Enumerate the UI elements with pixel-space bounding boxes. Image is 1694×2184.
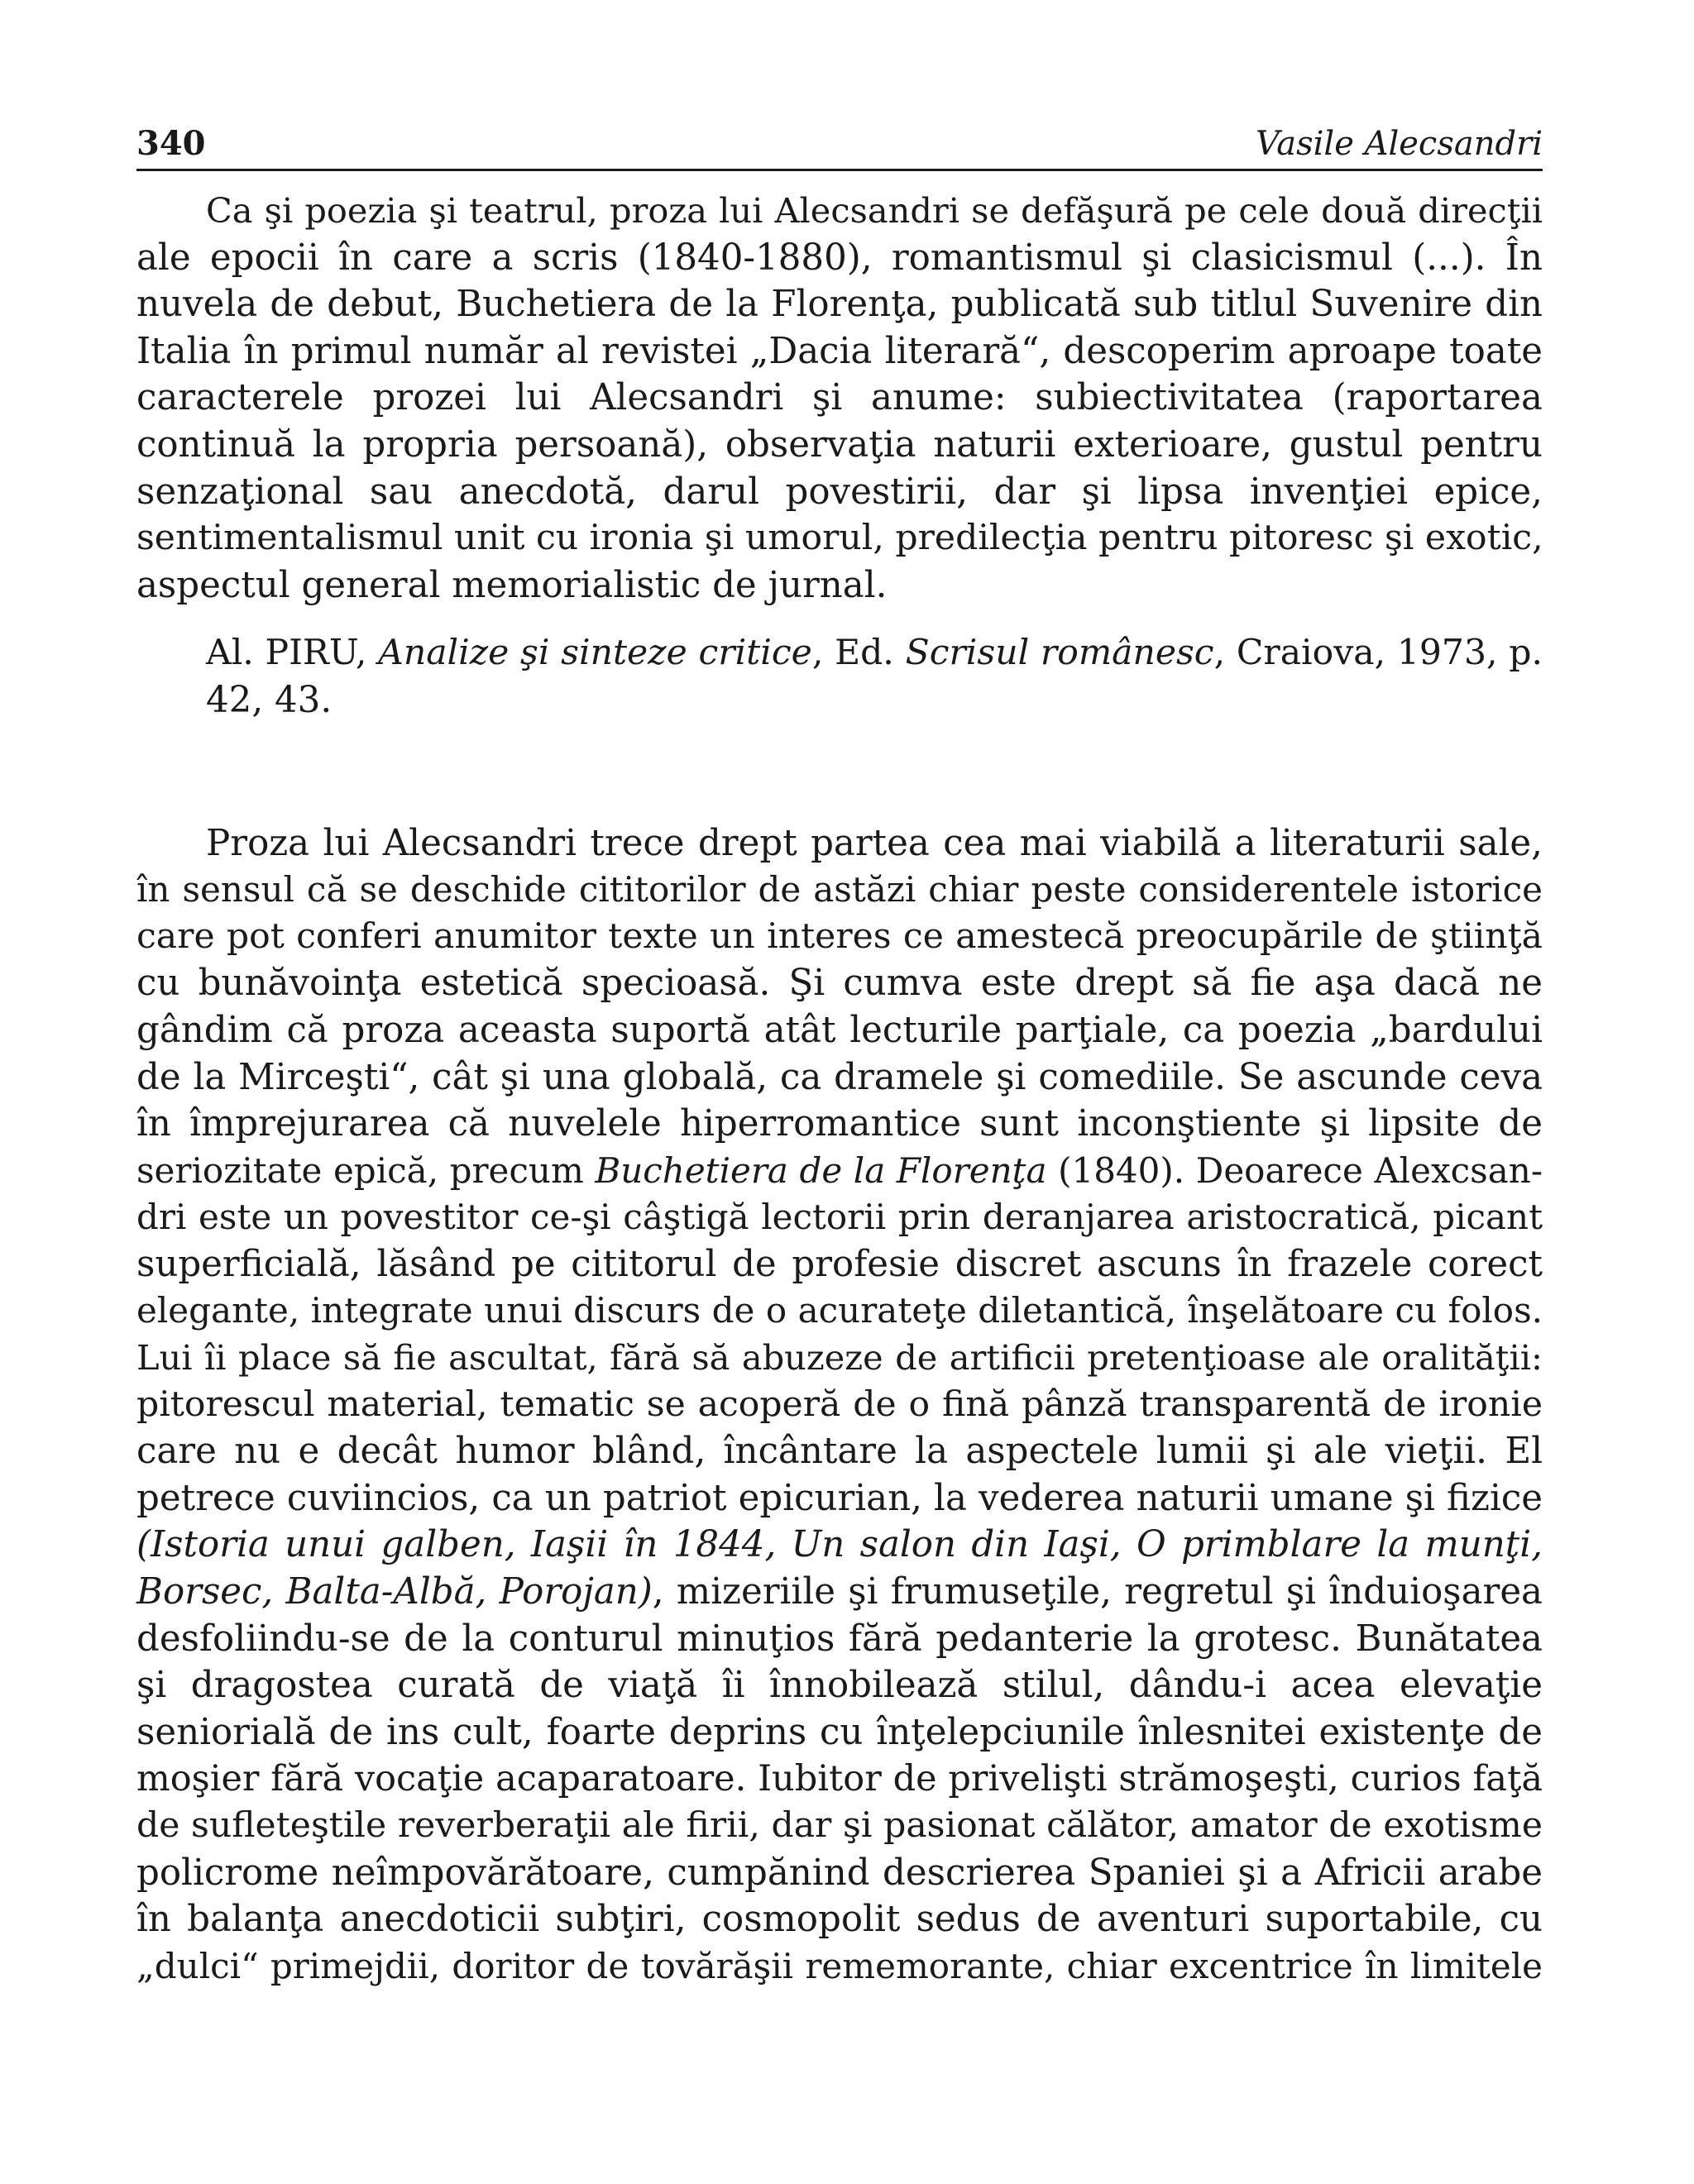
text-line: şi dragostea curată de viaţă îi înnobilează stilul, dându-i acea elevaţie: [136, 1665, 1543, 1707]
text-line: continuă la propria persoană), observaţia naturii exterioare, gustul pentru: [136, 423, 1543, 466]
text-line: nuvela de debut, Buchetiera de la Florenţa, publicată sub titlul Suvenire din: [136, 284, 1543, 326]
text-line: Lui îi place să fie ascultat, fără să abuzeze de artificii pretenţioase ale oralităţii:: [136, 1337, 1543, 1379]
text-line: pitorescul material, tematic se acoperă de o fină pânză transparentă de ironie: [136, 1384, 1543, 1425]
text-line: elegante, integrate unui discurs de o acurateţe diletantică, înşelătoare cu folos.: [136, 1290, 1543, 1331]
citation-pages: 42, 43.: [206, 679, 333, 721]
citation-publisher: Scrisul românesc: [905, 633, 1214, 674]
citation-ed-label: , Ed.: [811, 633, 906, 674]
text-line: dri este un povestitor ce-şi câştigă lectorii prin deranjarea aristocratică, picant: [136, 1197, 1543, 1238]
text-line: sentimentalismul unit cu ironia şi umorul, predilecţia pentru pitoresc şi exotic,: [136, 518, 1543, 559]
text-line: Ca şi poezia şi teatrul, proza lui Alecsandri se defăşură pe cele două direcţii: [206, 190, 1543, 231]
citation-author: Al. PIRU,: [206, 633, 379, 674]
text-line: în sensul că se deschide cititorilor de astăzi chiar peste considerentele istorice: [136, 869, 1543, 910]
text-line: caracterele prozei lui Alecsandri şi anume: subiectivitatea (raportarea: [136, 377, 1543, 419]
running-head: [136, 124, 1543, 171]
text-line: superficială, lăsând pe cititorul de profesie discret ascuns în frazele corect: [136, 1243, 1543, 1285]
text-segment: , mizeriile şi frumuseţile, regretul şi înduioşarea: [652, 1571, 1543, 1613]
text-line: în împrejurarea că nuvelele hiperromantice sunt inconştiente şi lipsite de: [136, 1103, 1543, 1145]
text-line: care pot conferi anumitor texte un interes ce amestecă preocupările de ştiinţă: [136, 915, 1543, 957]
text-line: de sufleteştile reverberaţii ale firii, dar şi pasionat călător, amator de exotisme: [136, 1805, 1543, 1846]
text-line: senzaţional sau anecdotă, darul povestirii, dar şi lipsa invenţiei epice,: [136, 471, 1543, 513]
text-line: Italia în primul număr al revistei „Dacia literară“, descoperim aproape toate: [136, 330, 1543, 372]
text-line: gândim că proza aceasta suportă atât lecturile parţiale, ca poezia „bardului: [136, 1009, 1543, 1051]
work-titles: Borsec, Balta-Albă, Porojan): [136, 1571, 653, 1613]
text-line: seniorială de ins cult, foarte deprins cu înţelepciunile înlesnitei existenţe de: [136, 1711, 1543, 1753]
text-line: policrome neîmpovărătoare, cumpănind descrierea Spaniei şi a Africii arabe: [136, 1852, 1543, 1894]
text-line: [136, 1148, 1543, 1195]
book-page: [136, 124, 1543, 1990]
text-line: de la Mirceşti“, cât şi una globală, ca dramele şi comediile. Se ascunde ceva: [136, 1056, 1543, 1098]
citation-line: [206, 630, 1543, 677]
text-line: ale epocii în care a scris (1840-1880), romantismul şi clasicismul (...). În: [136, 237, 1543, 279]
text-line: aspectul general memorialistic de jurnal.: [136, 564, 888, 606]
text-line: în balanţa anecdoticii subţiri, cosmopolit sedus de aventuri suportabile, cu: [136, 1899, 1543, 1941]
text-line: cu bunăvoinţa estetică specioasă. Şi cumva este drept să fie aşa dacă ne: [136, 963, 1543, 1005]
text-line-italic: (Istoria unui galben, Iaşii în 1844, Un salon din Iaşi, O primblare la munţi,: [136, 1524, 1543, 1566]
text-line: desfoliindu-se de la conturul minuţios fără pedanterie la grotesc. Bunătatea: [136, 1618, 1543, 1660]
text-segment: seriozitate epică, precum: [136, 1149, 596, 1191]
text-line: Proza lui Alecsandri trece drept partea cea mai viabilă a literaturii sale,: [206, 822, 1543, 864]
text-segment: (1840). Deoarece Alexcsan-: [1046, 1149, 1543, 1191]
body-paragraph: [136, 820, 1543, 1990]
running-title: Vasile Alecsandri: [1256, 125, 1543, 163]
text-line: moşier fără vocaţie acaparatoare. Iubitor de privelişti strămoşeşti, curios faţă: [136, 1758, 1543, 1800]
citation-book-title: Analize şi sinteze critice: [378, 633, 812, 674]
text-line: „dulci“ primejdii, doritor de tovărăşii rememorante, chiar excentrice în limitele: [136, 1945, 1543, 1986]
citation: [136, 630, 1543, 724]
quoted-paragraph: [136, 188, 1543, 609]
page-number: 340: [136, 124, 206, 163]
text-line: petrece cuviincios, ca un patriot epicurian, la vederea naturii umane şi fizice: [136, 1477, 1543, 1519]
book-title: Buchetiera de la Florenţa: [595, 1149, 1047, 1191]
text-line: care nu e decât humor blând, încântare la aspectele lumii şi ale vieţii. El: [136, 1431, 1543, 1473]
text-line: [136, 1569, 1543, 1616]
citation-place-year: , Craiova, 1973, p.: [1213, 633, 1543, 674]
